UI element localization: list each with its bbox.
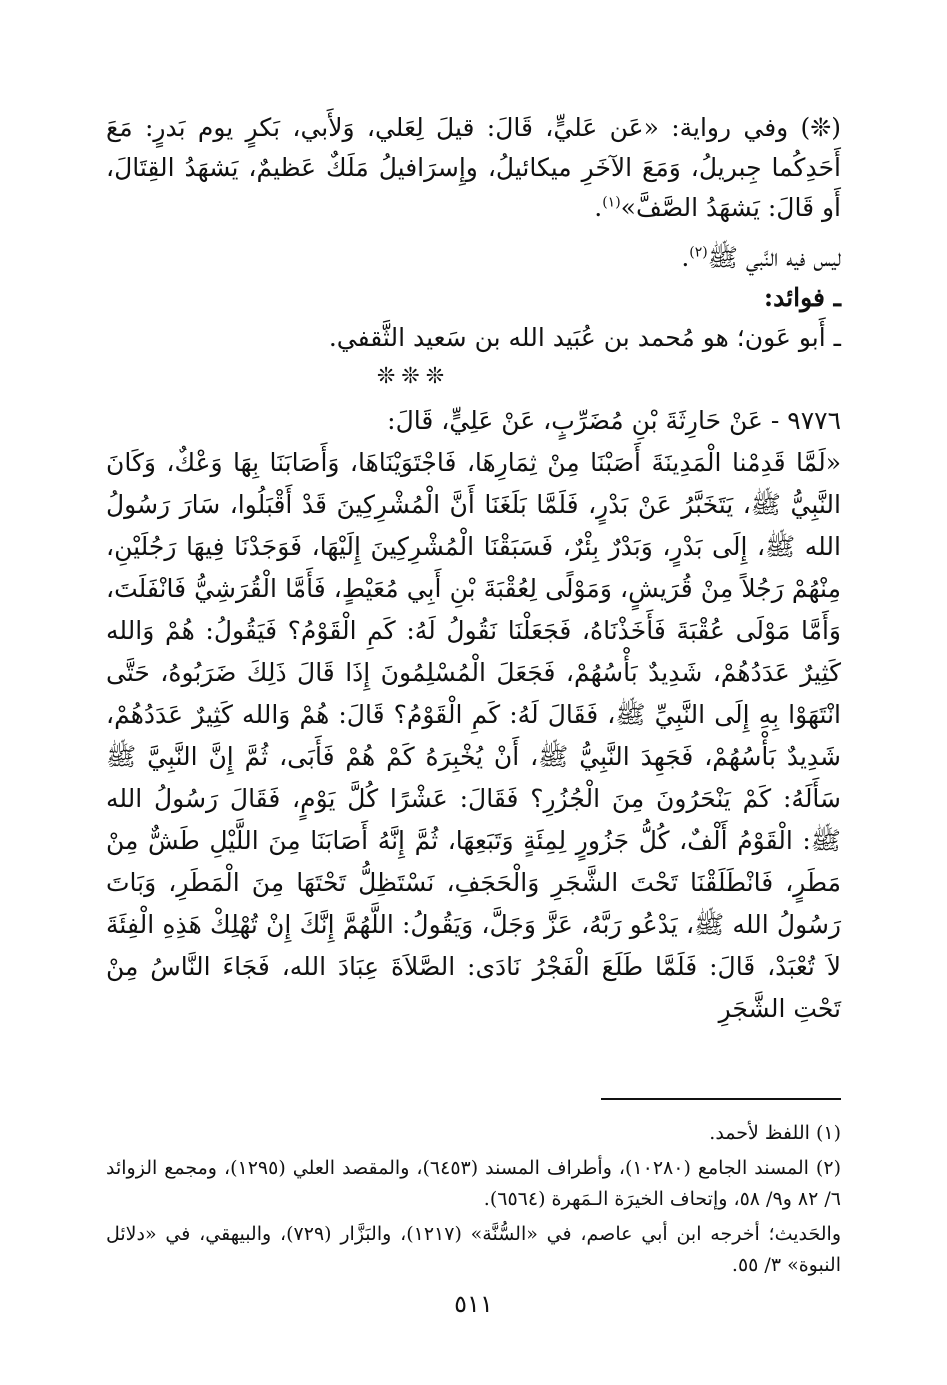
footnote-2: (٢) المسند الجامع (١٠٢٨٠)، وأطراف المسند (٦٤٥٣)، والمقصد العلي (١٢٩٥)، ومجمع الزوائد ٦/ ٨٢ و٩/ ٥٨، وإتحاف الخيرَة الـمَهرة (٦٥٦٤). xyxy=(106,1157,841,1210)
note-text: ليس فيه النَّبي ﷺ xyxy=(707,243,841,272)
footnote-3: والحَديث؛ أخرجه ابن أبي عاصم، في «السُّنَّة» (١٢١٧)، والبَزَّار (٧٢٩)، والبيهقي، في «دلائل النبوة» ٣/ ٥٥. xyxy=(106,1223,841,1276)
footnote-ref-2: (٢) xyxy=(689,244,708,261)
note-line xyxy=(106,238,841,278)
narration-paragraph xyxy=(106,108,841,228)
page-number: ٥١١ xyxy=(454,1290,493,1318)
separator-stars: ❊❊❊ xyxy=(376,364,451,389)
hadith-paragraph xyxy=(106,400,841,1030)
footnote-separator xyxy=(601,1098,841,1100)
benefit-item: ـ أَبو عَون؛ هو مُحمد بن عُبَيد الله بن سَعيد الثَّقفي. xyxy=(328,323,841,352)
footnotes xyxy=(106,1118,841,1285)
note-end: . xyxy=(681,243,690,272)
narration-end: . xyxy=(594,193,603,222)
hadith-number: ٩٧٧٦ xyxy=(787,406,841,435)
benefits-heading: ـ فوائد: xyxy=(763,283,841,312)
hadith-text: «لَمَّا قَدِمْنا الْمَدِينَةَ أَصَبْنَا مِنْ ثِمَارِهَا، فَاجْتَوَيْنَاهَا، وَأَصَابَنَا بِهَا وَعْكٌ، وَكَانَ النَّبِيُّ ﷺ، يَتَخَبَّرُ عَنْ بَدْرٍ، فَلَمَّا بَلَغَنَا أَنَّ الْمُشْرِكِينَ قَدْ أَقْبَلُوا، سَارَ رَسُولُ الله ﷺ، إِلَى بَدْرٍ، وَبَدْرٌ بِئْرٌ، فَسَبَقْنَا الْمُشْرِكِينَ إِلَيْهَا، فَوَجَدْنَا فِيهَا رَجُلَيْنِ، مِنْهُمْ رَجُلاً مِنْ قُرَيشٍ، وَمَوْلًى لِعُقْبَةَ بْنِ أَبِي مُعَيْطٍ، فَأَمَّا الْقُرَشِيُّ فَانْفَلَتَ، وَأَمَّا مَوْلَى عُقْبَةَ فَأَخَذْنَاهُ، فَجَعَلْنَا نَقُولُ لَهُ: كَمِ الْقَوْمُ؟ فَيَقُولُ: هُمْ وَالله كَثِيرٌ عَدَدُهُمْ، شَدِيدٌ بَأْسُهُمْ، فَجَعَلَ الْمُسْلِمُونَ إِذَا قَالَ ذَلِكَ ضَرَبُوهُ، حَتَّى انْتَهَوْا بِهِ إِلَى النَّبِيِّ ﷺ، فَقَالَ لَهُ: كَمِ الْقَوْمُ؟ قَالَ: هُمْ وَالله كَثِيرٌ عَدَدُهُمْ، شَدِيدٌ بَأْسُهُمْ، فَجَهِدَ النَّبِيُّ ﷺ، أَنْ يُخْبِرَهُ كَمْ هُمْ فَأَبَى، ثُمَّ إِنَّ النَّبِيَّ ﷺ سَأَلَهُ: كَمْ يَنْحَرُونَ مِنَ الْجُزُرِ؟ فَقَالَ: عَشْرًا كُلَّ يَوْمٍ، فَقَالَ رَسُولُ الله ﷺ: الْقَوْمُ أَلْفٌ، كُلُّ جَزُورٍ لِمِئَةٍ وَتَبَعِهَا، ثُمَّ إِنَّهُ أَصَابَنَا مِنَ اللَّيْلِ طَشٌّ مِنْ مَطَرٍ، فَانْطَلَقْنَا تَحْتَ الشَّجَرِ وَالْحَجَفِ، نَسْتَظِلُّ تَحْتَهَا مِنَ الْمَطَرِ، وَبَاتَ رَسُولُ الله ﷺ، يَدْعُو رَبَّهُ، عَزَّ وَجَلَّ، وَيَقُولُ: اللَّهُمَّ إِنَّكَ إِنْ تُهْلِكْ هَذِهِ الْفِئَةَ لاَ تُعْبَدْ، قَالَ: فَلَمَّا طَلَعَ الْفَجْرُ نَادَى: الصَّلاَةَ عِبَادَ الله، فَجَاءَ النَّاسُ مِنْ تَحْتِ الشَّجَرِ xyxy=(106,448,841,1023)
footnote-1: (١) اللفظ لأحمد. xyxy=(709,1122,841,1144)
main-text xyxy=(106,108,841,1030)
footnote-ref-1: (١) xyxy=(602,194,621,211)
hadith-isnad: - عَنْ حَارِثَةَ بْنِ مُضَرِّبٍ، عَنْ عَلِيٍّ، قَالَ: xyxy=(387,406,780,435)
narration-text: (❊) وفي رواية: «عَن عَليٍّ، قَالَ: قيلَ لِعَلي، وَلأَبي، بَكرٍ يوم بَدرٍ: مَعَ أَحَدِكُما جِبريلُ، وَمَعَ الآخَرِ ميكائيلُ، وإِسرَافيلُ مَلَكٌ عَظيمٌ، يَشهَدُ القِتَالَ، أَو قَالَ: يَشهَدُ الصَّفَّ» xyxy=(106,113,841,222)
